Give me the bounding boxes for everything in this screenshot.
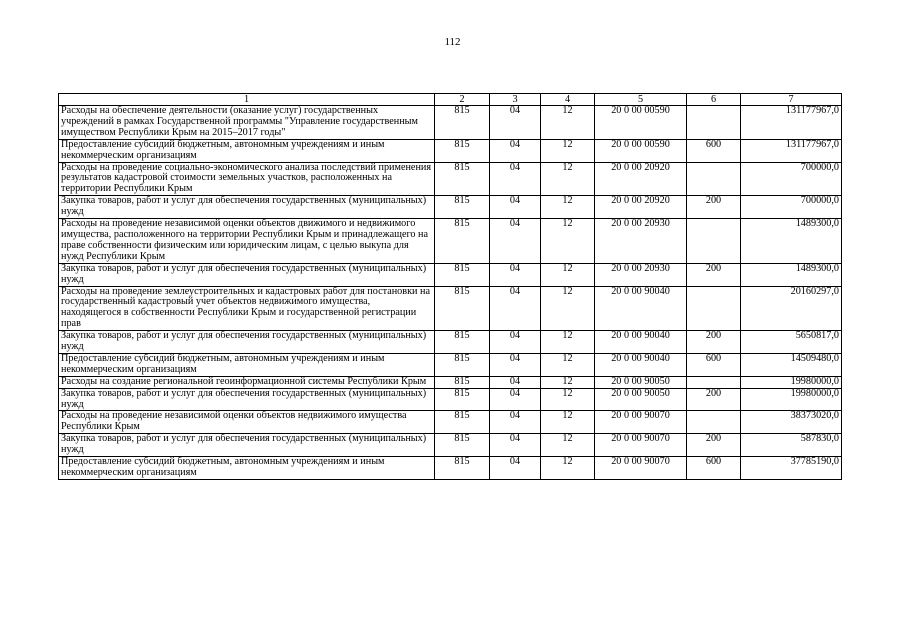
- admin-code-cell: 815: [435, 411, 490, 434]
- expense-type-cell: [687, 286, 741, 331]
- target-article-cell: 20 0 00 90040: [595, 353, 687, 376]
- row-name-cell: Предоставление субсидий бюджетным, автономным учреждениям и иным некоммерческим организациям: [59, 353, 435, 376]
- admin-code-cell: 815: [435, 139, 490, 162]
- admin-code-cell: 815: [435, 331, 490, 354]
- subsection-code-cell: 12: [541, 457, 595, 480]
- table-row: [59, 411, 842, 434]
- section-code-cell: 04: [490, 162, 541, 196]
- amount-cell: 1489300,0: [741, 263, 842, 286]
- row-name-cell: Закупка товаров, работ и услуг для обеспечения государственных (муниципальных) нужд: [59, 263, 435, 286]
- subsection-code-cell: 12: [541, 263, 595, 286]
- row-name-cell: Расходы на проведение социально-экономического анализа последствий применения результатов кадастровой стоимости земельных участков, расположенных на территории Республики Крым: [59, 162, 435, 196]
- column-header: 6: [687, 94, 741, 106]
- admin-code-cell: 815: [435, 196, 490, 219]
- target-article-cell: 20 0 00 90040: [595, 331, 687, 354]
- admin-code-cell: 815: [435, 219, 490, 264]
- target-article-cell: 20 0 00 90070: [595, 434, 687, 457]
- section-code-cell: 04: [490, 106, 541, 140]
- section-code-cell: 04: [490, 457, 541, 480]
- budget-table: [58, 93, 842, 480]
- expense-type-cell: 200: [687, 388, 741, 411]
- row-name-cell: Расходы на проведение независимой оценки объектов недвижимого имущества Республики Крым: [59, 411, 435, 434]
- page-number: 112: [444, 36, 461, 48]
- column-header: 5: [595, 94, 687, 106]
- table-row: [59, 388, 842, 411]
- row-name-cell: Закупка товаров, работ и услуг для обеспечения государственных (муниципальных) нужд: [59, 196, 435, 219]
- target-article-cell: 20 0 00 20930: [595, 263, 687, 286]
- target-article-cell: 20 0 00 20920: [595, 196, 687, 219]
- expense-type-cell: [687, 106, 741, 140]
- section-code-cell: 04: [490, 286, 541, 331]
- table-row: [59, 263, 842, 286]
- subsection-code-cell: 12: [541, 286, 595, 331]
- admin-code-cell: 815: [435, 457, 490, 480]
- target-article-cell: 20 0 00 90070: [595, 411, 687, 434]
- target-article-cell: 20 0 00 20930: [595, 219, 687, 264]
- column-header: 2: [435, 94, 490, 106]
- expense-type-cell: [687, 219, 741, 264]
- subsection-code-cell: 12: [541, 219, 595, 264]
- target-article-cell: 20 0 00 90070: [595, 457, 687, 480]
- admin-code-cell: 815: [435, 388, 490, 411]
- row-name-cell: Предоставление субсидий бюджетным, автономным учреждениям и иным некоммерческим организациям: [59, 139, 435, 162]
- target-article-cell: 20 0 00 90040: [595, 286, 687, 331]
- admin-code-cell: 815: [435, 263, 490, 286]
- row-name-cell: Расходы на проведение землеустроительных и кадастровых работ для постановки на государственный кадастровый учет объектов недвижимого имущества, находящегося в собственности Республики Крым и государственной регистрации прав: [59, 286, 435, 331]
- table-row: [59, 139, 842, 162]
- section-code-cell: 04: [490, 331, 541, 354]
- row-name-cell: Предоставление субсидий бюджетным, автономным учреждениям и иным некоммерческим организациям: [59, 457, 435, 480]
- subsection-code-cell: 12: [541, 388, 595, 411]
- table-row: [59, 434, 842, 457]
- table-row: [59, 106, 842, 140]
- subsection-code-cell: 12: [541, 139, 595, 162]
- amount-cell: 19980000,0: [741, 388, 842, 411]
- target-article-cell: 20 0 00 90050: [595, 388, 687, 411]
- target-article-cell: 20 0 00 00590: [595, 106, 687, 140]
- section-code-cell: 04: [490, 411, 541, 434]
- expense-type-cell: 200: [687, 196, 741, 219]
- amount-cell: 20160297,0: [741, 286, 842, 331]
- expense-type-cell: 600: [687, 139, 741, 162]
- subsection-code-cell: 12: [541, 106, 595, 140]
- row-name-cell: Закупка товаров, работ и услуг для обеспечения государственных (муниципальных) нужд: [59, 434, 435, 457]
- table-header-row: [59, 94, 842, 106]
- admin-code-cell: 815: [435, 106, 490, 140]
- section-code-cell: 04: [490, 219, 541, 264]
- admin-code-cell: 815: [435, 162, 490, 196]
- section-code-cell: 04: [490, 263, 541, 286]
- admin-code-cell: 815: [435, 376, 490, 388]
- column-header: 1: [59, 94, 435, 106]
- expense-type-cell: 200: [687, 263, 741, 286]
- admin-code-cell: 815: [435, 353, 490, 376]
- table-row: [59, 353, 842, 376]
- amount-cell: 587830,0: [741, 434, 842, 457]
- row-name-cell: Расходы на создание региональной геоинформационной системы Республики Крым: [59, 376, 435, 388]
- column-header: 3: [490, 94, 541, 106]
- subsection-code-cell: 12: [541, 434, 595, 457]
- admin-code-cell: 815: [435, 286, 490, 331]
- amount-cell: 14509480,0: [741, 353, 842, 376]
- subsection-code-cell: 12: [541, 196, 595, 219]
- amount-cell: 37785190,0: [741, 457, 842, 480]
- column-header: 7: [741, 94, 842, 106]
- section-code-cell: 04: [490, 388, 541, 411]
- subsection-code-cell: 12: [541, 162, 595, 196]
- table-row: [59, 457, 842, 480]
- row-name-cell: Закупка товаров, работ и услуг для обеспечения государственных (муниципальных) нужд: [59, 388, 435, 411]
- table-row: [59, 196, 842, 219]
- section-code-cell: 04: [490, 376, 541, 388]
- table-row: [59, 162, 842, 196]
- amount-cell: 38373020,0: [741, 411, 842, 434]
- row-name-cell: Расходы на проведение независимой оценки объектов движимого и недвижимого имущества, расположенного на территории Республики Крым и принадлежащего на праве собственности физическим или юридическим лицам, с целью выкупа для нужд Республики Крым: [59, 219, 435, 264]
- subsection-code-cell: 12: [541, 331, 595, 354]
- target-article-cell: 20 0 00 00590: [595, 139, 687, 162]
- expense-type-cell: 200: [687, 331, 741, 354]
- amount-cell: 700000,0: [741, 196, 842, 219]
- amount-cell: 700000,0: [741, 162, 842, 196]
- section-code-cell: 04: [490, 196, 541, 219]
- amount-cell: 5650817,0: [741, 331, 842, 354]
- expense-type-cell: [687, 411, 741, 434]
- row-name-cell: Закупка товаров, работ и услуг для обеспечения государственных (муниципальных) нужд: [59, 331, 435, 354]
- amount-cell: 19980000,0: [741, 376, 842, 388]
- table-row: [59, 331, 842, 354]
- section-code-cell: 04: [490, 434, 541, 457]
- expense-type-cell: [687, 376, 741, 388]
- amount-cell: 131177967,0: [741, 106, 842, 140]
- subsection-code-cell: 12: [541, 376, 595, 388]
- subsection-code-cell: 12: [541, 353, 595, 376]
- amount-cell: 131177967,0: [741, 139, 842, 162]
- table-body: [59, 106, 842, 480]
- section-code-cell: 04: [490, 353, 541, 376]
- admin-code-cell: 815: [435, 434, 490, 457]
- column-header: 4: [541, 94, 595, 106]
- target-article-cell: 20 0 00 20920: [595, 162, 687, 196]
- table-row: [59, 376, 842, 388]
- subsection-code-cell: 12: [541, 411, 595, 434]
- row-name-cell: Расходы на обеспечение деятельности (оказание услуг) государственных учреждений в рамках Государственной программы "Управление государственным имуществом Республики Крым на 2015–2017 годы": [59, 106, 435, 140]
- amount-cell: 1489300,0: [741, 219, 842, 264]
- expense-type-cell: 600: [687, 353, 741, 376]
- section-code-cell: 04: [490, 139, 541, 162]
- expense-type-cell: 600: [687, 457, 741, 480]
- expense-type-cell: 200: [687, 434, 741, 457]
- table-row: [59, 219, 842, 264]
- expense-type-cell: [687, 162, 741, 196]
- table-row: [59, 286, 842, 331]
- target-article-cell: 20 0 00 90050: [595, 376, 687, 388]
